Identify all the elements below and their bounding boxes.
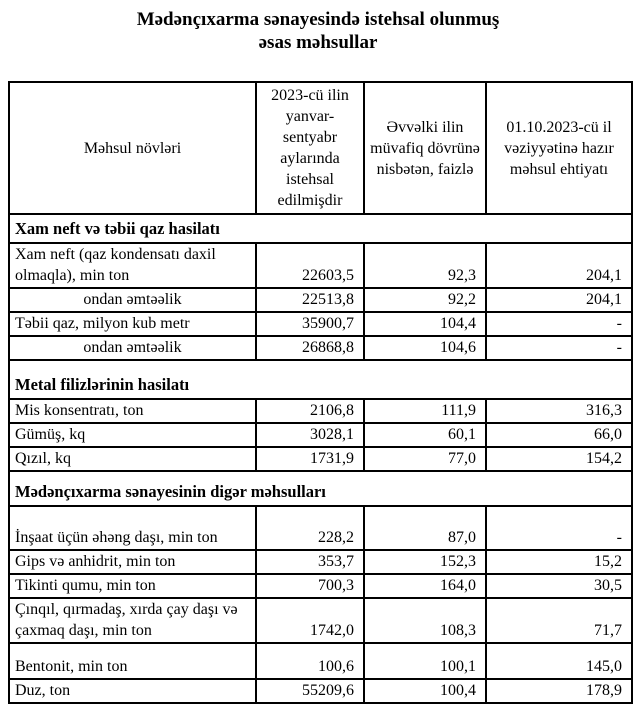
product-label: Gips və anhidrit, min ton	[9, 550, 256, 574]
table-row	[9, 598, 632, 643]
stock-value: 145,0	[486, 643, 632, 679]
percent-value: 108,3	[364, 598, 486, 643]
section-title: Metal filizlərinin hasilatı	[9, 360, 632, 399]
produced-value: 700,3	[256, 574, 364, 598]
table-row	[9, 643, 632, 679]
percent-value: 164,0	[364, 574, 486, 598]
product-label: Bentonit, min ton	[9, 643, 256, 679]
produced-value: 353,7	[256, 550, 364, 574]
percent-value: 92,2	[364, 288, 486, 312]
product-label: ondan əmtəəlik	[9, 336, 256, 360]
section-title: Mədənçıxarma sənayesinin digər məhsulları	[9, 471, 632, 506]
stock-value: 15,2	[486, 550, 632, 574]
product-label: Gümüş, kq	[9, 423, 256, 447]
page-title	[4, 8, 632, 54]
stock-value: 316,3	[486, 399, 632, 423]
stock-value: 204,1	[486, 288, 632, 312]
percent-value: 104,6	[364, 336, 486, 360]
stock-value: 204,1	[486, 243, 632, 288]
section-row	[9, 360, 632, 399]
table-row	[9, 574, 632, 598]
product-label: ondan əmtəəlik	[9, 288, 256, 312]
produced-value: 228,2	[256, 506, 364, 550]
column-header-stock: 01.10.2023-cü il vəziyyətinə hazır məhsul ehtiyatı	[486, 82, 632, 214]
produced-value: 2106,8	[256, 399, 364, 423]
section-row	[9, 471, 632, 506]
product-label: Xam neft (qaz kondensatı daxil olmaqla), min ton	[9, 243, 256, 288]
table-row	[9, 399, 632, 423]
produced-value: 35900,7	[256, 312, 364, 336]
percent-value: 100,1	[364, 643, 486, 679]
stock-value: 71,7	[486, 598, 632, 643]
produced-value: 1731,9	[256, 447, 364, 471]
percent-value: 77,0	[364, 447, 486, 471]
produced-value: 22513,8	[256, 288, 364, 312]
stock-value: 154,2	[486, 447, 632, 471]
product-label: Çınqıl, qırmadaş, xırda çay daşı və çaxmaq daşı, min ton	[9, 598, 256, 643]
product-label: Qızıl, kq	[9, 447, 256, 471]
produced-value: 100,6	[256, 643, 364, 679]
stock-value: 66,0	[486, 423, 632, 447]
produced-value: 22603,5	[256, 243, 364, 288]
percent-value: 152,3	[364, 550, 486, 574]
page-title-line2: əsas məhsullar	[258, 32, 378, 53]
percent-value: 104,4	[364, 312, 486, 336]
percent-value: 87,0	[364, 506, 486, 550]
table-row	[9, 550, 632, 574]
column-header-percent: Əvvəlki ilin müvafiq dövrünə nisbətən, faizlə	[364, 82, 486, 214]
section-row	[9, 214, 632, 243]
table-row	[9, 679, 632, 703]
product-label: Mis konsentratı, ton	[9, 399, 256, 423]
produced-value: 55209,6	[256, 679, 364, 703]
produced-value: 1742,0	[256, 598, 364, 643]
column-header-produced: 2023-cü ilin yanvar-sentyabr aylarında istehsal edilmişdir	[256, 82, 364, 214]
table-row	[9, 423, 632, 447]
percent-value: 100,4	[364, 679, 486, 703]
table-row	[9, 312, 632, 336]
table-row	[9, 288, 632, 312]
table-row	[9, 447, 632, 471]
stock-value: -	[486, 506, 632, 550]
stock-value: -	[486, 312, 632, 336]
product-label: Təbii qaz, milyon kub metr	[9, 312, 256, 336]
header-row	[9, 82, 632, 214]
table-row	[9, 506, 632, 550]
stock-value: 178,9	[486, 679, 632, 703]
percent-value: 92,3	[364, 243, 486, 288]
section-title: Xam neft və təbii qaz hasilatı	[9, 214, 632, 243]
product-label: Tikinti qumu, min ton	[9, 574, 256, 598]
table-row	[9, 243, 632, 288]
percent-value: 111,9	[364, 399, 486, 423]
produced-value: 3028,1	[256, 423, 364, 447]
column-header-product: Məhsul növləri	[9, 82, 256, 214]
stock-value: -	[486, 336, 632, 360]
stock-value: 30,5	[486, 574, 632, 598]
produced-value: 26868,8	[256, 336, 364, 360]
products-table	[8, 81, 633, 704]
product-label: İnşaat üçün əhəng daşı, min ton	[9, 506, 256, 550]
product-label: Duz, ton	[9, 679, 256, 703]
percent-value: 60,1	[364, 423, 486, 447]
table-row	[9, 336, 632, 360]
page-title-line1: Mədənçıxarma sənayesində istehsal olunmuş	[136, 9, 500, 30]
